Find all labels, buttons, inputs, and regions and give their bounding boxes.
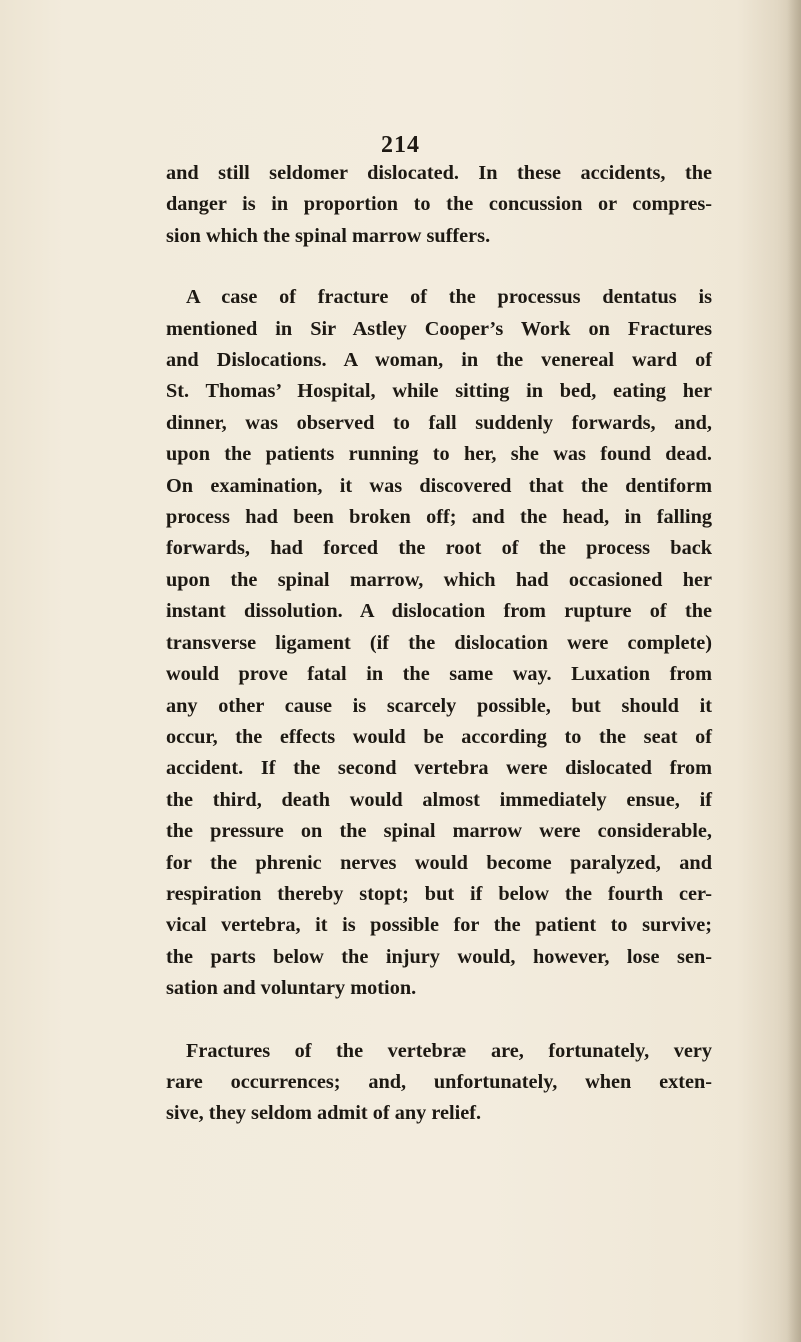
text-line: On examination, it was discovered that the dentiform xyxy=(166,474,712,497)
paragraph-3 xyxy=(166,1036,712,1130)
text-line: accident. If the second vertebra were dislocated from xyxy=(166,757,712,780)
text-line: occur, the effects would be according to the seat of xyxy=(166,725,712,748)
text-line: process had been broken off; and the head, in falling xyxy=(166,506,712,529)
page-number: 214 xyxy=(381,132,420,158)
body-text xyxy=(166,158,712,1130)
text-line: the third, death would almost immediately ensue, if xyxy=(166,788,712,811)
text-line: respiration thereby stopt; but if below the fourth cer- xyxy=(166,882,712,905)
text-line: upon the spinal marrow, which had occasioned her xyxy=(166,568,712,591)
text-line: the pressure on the spinal marrow were considerable, xyxy=(166,820,712,843)
text-line: vical vertebra, it is possible for the patient to survive; xyxy=(166,914,712,937)
text-line: A case of fracture of the processus dentatus is xyxy=(186,286,712,309)
text-line: rare occurrences; and, unfortunately, when exten- xyxy=(166,1070,712,1093)
text-line: mentioned in Sir Astley Cooper’s Work on Fractures xyxy=(166,317,712,340)
page-edge-shadow xyxy=(787,0,801,1342)
text-line: dinner, was observed to fall suddenly forwards, and, xyxy=(166,411,712,434)
text-line: transverse ligament (if the dislocation were complete) xyxy=(166,631,712,654)
text-line: any other cause is scarcely possible, but should it xyxy=(166,694,712,717)
paragraph-spacing xyxy=(166,252,712,282)
paragraph-2 xyxy=(166,282,712,1004)
text-line: danger is in proportion to the concussion or compres- xyxy=(166,193,712,216)
text-line: upon the patients running to her, she was found dead. xyxy=(166,443,712,466)
text-line: instant dissolution. A dislocation from rupture of the xyxy=(166,600,712,623)
text-line: sive, they seldom admit of any relief. xyxy=(166,1102,482,1125)
text-line: Fractures of the vertebræ are, fortunately, very xyxy=(186,1039,712,1062)
text-line: for the phrenic nerves would become paralyzed, and xyxy=(166,851,712,874)
text-line: and still seldomer dislocated. In these accidents, the xyxy=(166,162,712,184)
text-line: and Dislocations. A woman, in the venereal ward of xyxy=(166,349,712,372)
text-line: forwards, had forced the root of the process back xyxy=(166,537,712,560)
paragraph-1 xyxy=(166,158,712,252)
text-line: the parts below the injury would, however, lose sen- xyxy=(166,945,712,968)
text-line: St. Thomas’ Hospital, while sitting in bed, eating her xyxy=(166,380,712,403)
paragraph-spacing xyxy=(166,1005,712,1036)
text-line: would prove fatal in the same way. Luxation from xyxy=(166,663,712,686)
text-line: sion which the spinal marrow suffers. xyxy=(166,224,491,247)
text-line: sation and voluntary motion. xyxy=(166,977,417,1000)
